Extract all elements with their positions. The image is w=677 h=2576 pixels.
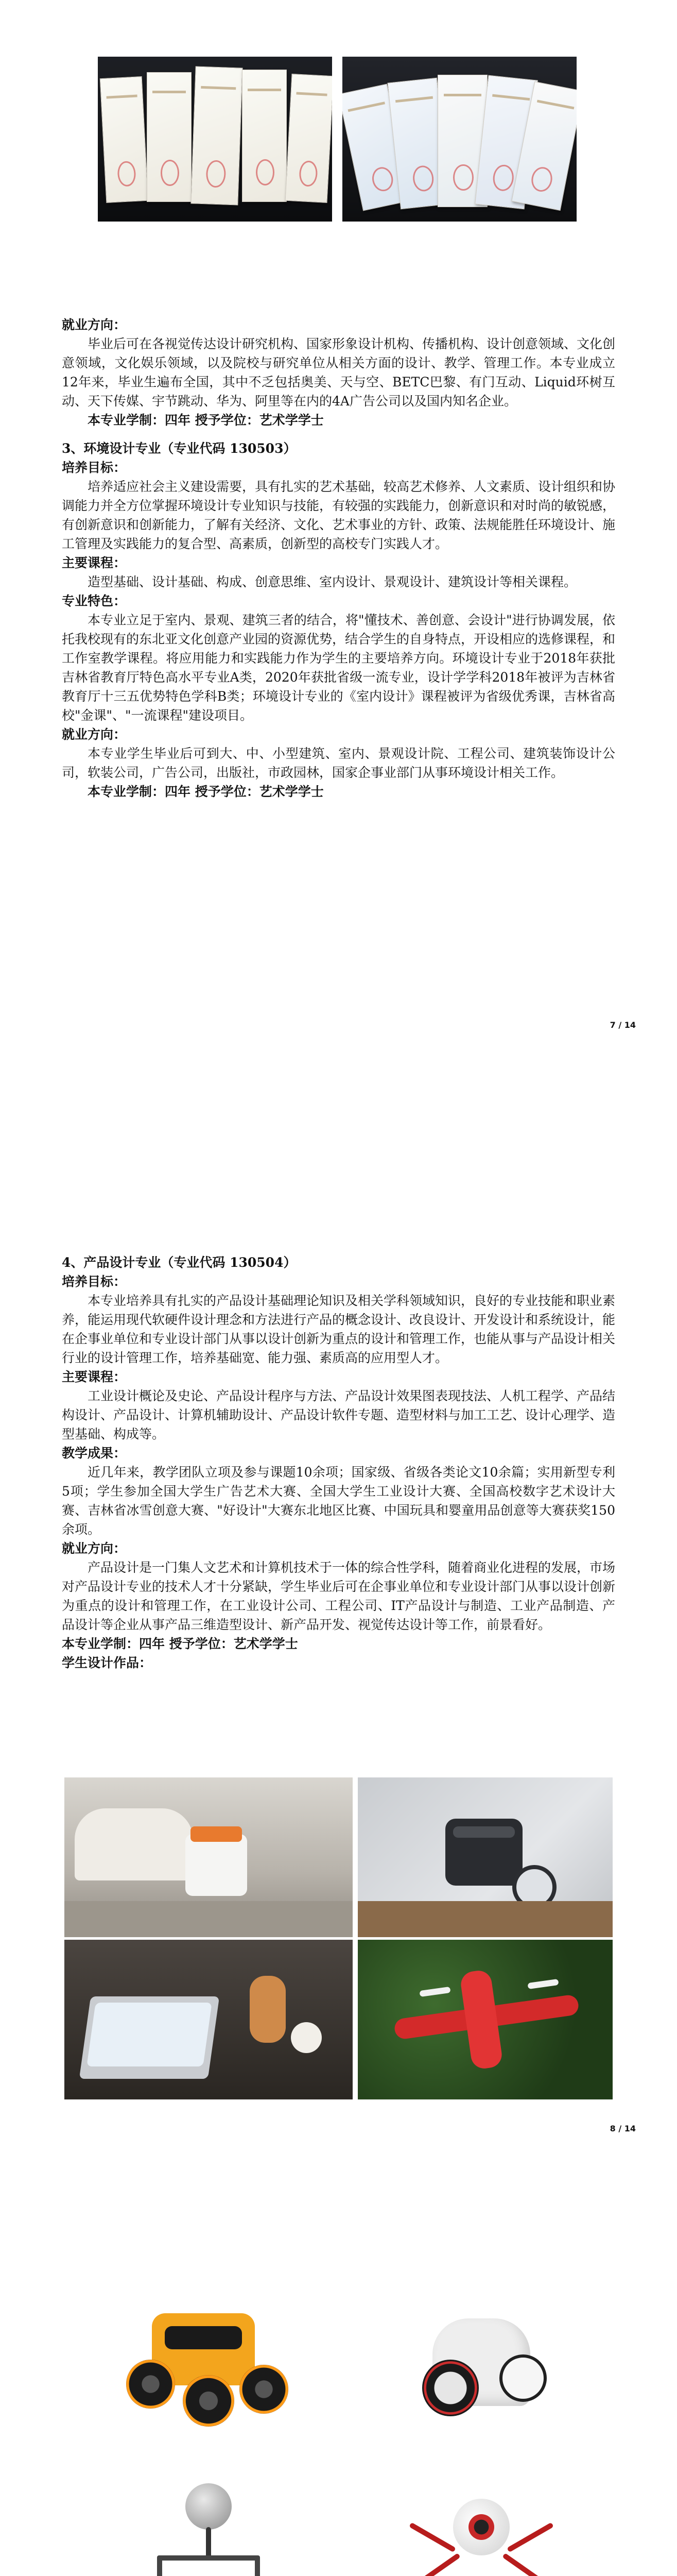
product-photo-wheel-device: [360, 2282, 602, 2447]
section-heading: 专业特色：: [62, 594, 127, 608]
paragraph: 近几年来，教学团队立项及参与课题10余项；国家级、省级各类论文10余篇；实用新型专利5项；学生参加全国大学生广告艺术大赛、全国大学生工业设计大赛、全国高校数字艺术设计大赛、吉林省冰雪创意大赛、"好设计"大赛东北地区比赛、中国玩具和婴童用品创意等大赛获奖150余项。: [62, 1465, 615, 1537]
product-photo-desk-lamp: [64, 1940, 353, 2099]
paragraph: 本专业立足于室内、景观、建筑三者的结合，将"懂技术、善创意、会设计"进行协调发展，依托我校现有的东北亚文化创意产业园的资源优势，结合学生的自身特点，开设相应的选修课程，和工作室教学课程。将应用能力和实践能力作为学生的主要培养方向。环境设计专业于2018年获批吉林省教育厅特色高水平专业A类，2020年获批省级一流专业，设计学学科2018年被评为吉林省教育厅十三五优势特色学科B类；环境设计专业的《室内设计》课程被评为省级优秀课，吉林省高校"金课"、"一流课程"建设项目。: [62, 613, 616, 723]
section-heading: 主要课程：: [62, 555, 127, 570]
page7-text: [62, 315, 615, 801]
degree-line: 本专业学制：四年 授予学位：艺术学学士: [88, 784, 324, 799]
degree-line: 本专业学制：四年 授予学位：艺术学学士: [62, 1636, 298, 1651]
product-photo-humidifier: [64, 1777, 353, 1937]
paragraph: 产品设计是一门集人文艺术和计算机技术于一体的综合性学科，随着商业化进程的发展，市场对产品设计专业的技术人才十分紧缺，学生毕业后可在企事业单位和专业设计部门从事以设计创新为重点的设计和管理工作，在工业设计公司、工程公司、IT产品设计与制造、工业产品制造、产品设计等企业从事产品三维造型设计、新产品开发、视觉传达设计等工作，前景看好。: [62, 1560, 616, 1632]
section-heading: 教学成果：: [62, 1446, 127, 1461]
paragraph: 造型基础、设计基础、构成、创意思维、室内设计、景观设计、建筑设计等相关课程。: [88, 574, 577, 589]
paragraph: 本专业培养具有扎实的产品设计基础理论知识及相关学科领域知识，良好的专业技能和职业素养，能运用现代软硬件设计理念和方法进行产品的概念设计、改良设计、开发设计和系统设计，能在企事业单位和专业设计部门从事以设计创新为重点的设计和管理工作，也能从事与产品设计相关行业的设计管理工作，培养基础宽、能力强、素质高的应用型人才。: [62, 1293, 616, 1365]
paragraph: 培养适应社会主义建设需要，具有扎实的艺术基础，较高艺术修养、人文素质、设计组织和协调能力并全方位掌握环境设计专业知识与技能，有较强的实践能力，创新意识和对时尚的敏锐感，有创新意识和创新能力，了解有关经济、文化、艺术事业的方针、政策、法规能胜任环境设计、施工管理及实践能力的复合型、高素质，创新型的高校专门实践人才。: [62, 479, 616, 551]
product-photo-spider-robot: [371, 2463, 592, 2576]
page-7: [0, 0, 677, 1087]
page-9: [0, 2184, 677, 2576]
major-title: 3、环境设计专业（专业代码 130503）: [62, 441, 297, 456]
product-photo-spider-lamp: [100, 2463, 317, 2576]
page-number: 7 / 14: [610, 1020, 636, 1030]
page-number: 8 / 14: [610, 2124, 636, 2133]
paragraph: 本专业学生毕业后可到大、中、小型建筑、室内、景观设计院、工程公司、建筑装饰设计公司，软装公司，广告公司，出版社，市政园林，国家企事业部门从事环境设计相关工作。: [62, 746, 615, 780]
major-title: 4、产品设计专业（专业代码 130504）: [62, 1255, 297, 1270]
paragraph: 工业设计概论及史论、产品设计程序与方法、产品设计效果图表现技法、人机工程学、产品结构设计、产品设计、计算机辅助设计、产品设计软件专题、造型材料与加工工艺、设计心理学、造型基础、构成等。: [62, 1388, 616, 1442]
works-heading: 学生设计作品：: [62, 1655, 152, 1670]
section-heading: 就业方向：: [62, 727, 127, 742]
product-photo-aircraft: [358, 1940, 613, 2099]
paragraph: 毕业后可在各视觉传达设计研究机构、国家形象设计机构、传播机构、设计创意领域、文化创意领域，文化娱乐领域，以及院校与研究单位从相关方面的设计、教学、管理工作。本专业成立12年来，毕业生遍布全国，其中不乏包括奥美、天与空、BETC巴黎、有门互动、Liquid环树互动、天下传媒、宇节跳动、华为、阿里等在内的4A广告公司以及国内知名企业。: [62, 336, 616, 409]
section-heading: 培养目标：: [62, 460, 127, 475]
page-8: [0, 1087, 677, 2184]
page8-text: [62, 1253, 615, 1672]
product-photo-vacuum: [358, 1777, 613, 1937]
section-heading: 培养目标：: [62, 1274, 127, 1289]
degree-line: 本专业学制：四年 授予学位：艺术学学士: [88, 413, 324, 428]
certificates-photo-left: [98, 57, 332, 222]
product-photo-robot-vehicle: [80, 2282, 332, 2447]
section-heading: 就业方向：: [62, 317, 127, 332]
section-heading: 主要课程：: [62, 1369, 127, 1384]
section-heading: 就业方向：: [62, 1541, 127, 1556]
certificates-photo-right: [342, 57, 577, 222]
